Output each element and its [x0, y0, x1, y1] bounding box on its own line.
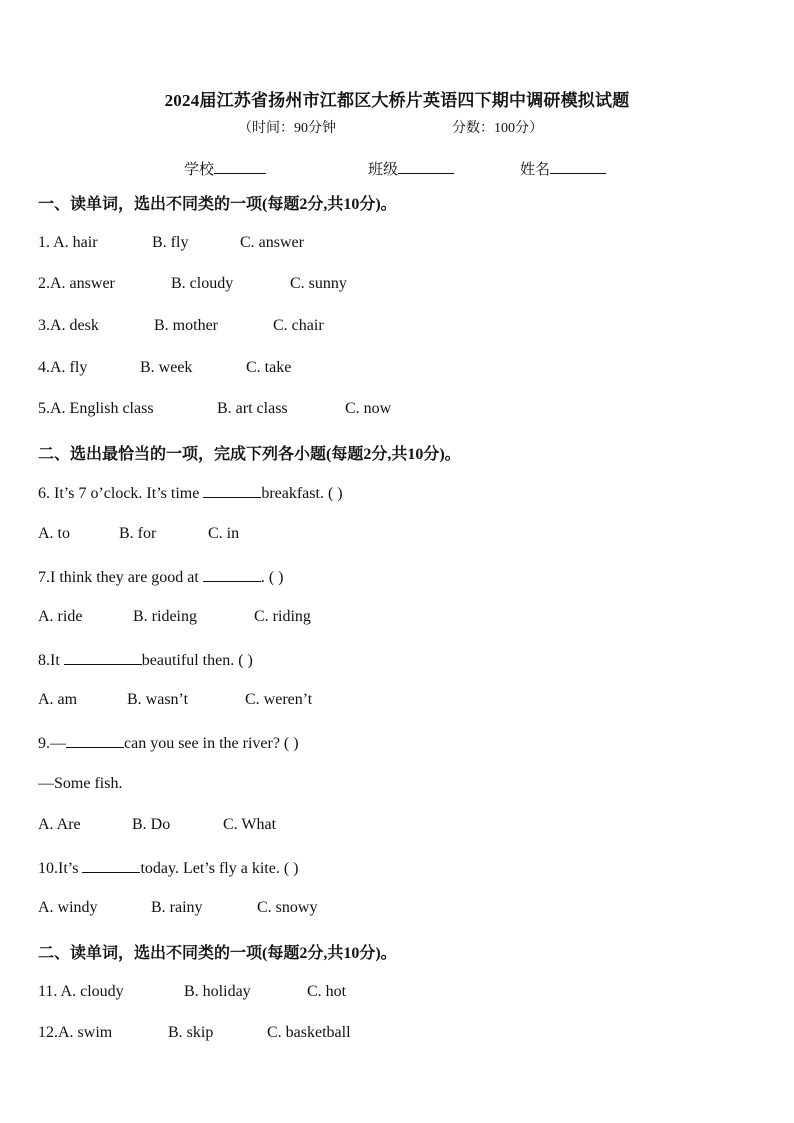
option-c: C. riding	[254, 608, 311, 625]
option-c: C. take	[246, 359, 292, 376]
question-text-end: today. Let’s fly a kite. ( )	[140, 860, 299, 877]
option-a: A. English class	[50, 400, 154, 417]
option-c: C. basketball	[267, 1024, 351, 1041]
option-b: B. mother	[154, 317, 218, 334]
name-blank[interactable]	[550, 159, 606, 174]
question-number: 4.	[38, 359, 50, 376]
option-a: A. swim	[58, 1024, 113, 1041]
option-a: A. am	[38, 691, 78, 708]
exam-time: （时间：90分钟	[238, 121, 336, 136]
question-9	[38, 733, 299, 753]
option-b: B. Do	[132, 816, 171, 833]
name-field	[520, 158, 606, 179]
question-number: 11.	[38, 983, 61, 1000]
option-b: B. rideing	[133, 608, 197, 625]
option-b: B. cloudy	[171, 275, 234, 292]
option-a: A. fly	[50, 359, 88, 376]
question-6	[38, 483, 343, 503]
page-title: 2024届江苏省扬州市江都区大桥片英语四下期中调研模拟试题	[164, 91, 630, 110]
option-a: A. cloudy	[60, 983, 124, 1000]
exam-score: 分数：100分）	[452, 121, 543, 136]
class-blank[interactable]	[398, 159, 454, 174]
school-label: 学校	[184, 162, 215, 178]
question-8	[38, 650, 253, 670]
option-c: C. snowy	[257, 899, 318, 916]
option-b: B. art class	[217, 400, 288, 417]
section-heading-3: 二、读单词，选出不同类的一项(每题2分,共10分)。	[38, 945, 397, 962]
option-a: A. answer	[50, 275, 115, 292]
option-b: B. fly	[152, 234, 189, 251]
name-label: 姓名	[520, 162, 551, 178]
question-text: 10.It’s	[38, 860, 83, 877]
section-heading-1: 一、读单词，选出不同类的一项(每题2分,共10分)。	[38, 196, 397, 213]
question-9-answer: —Some fish.	[38, 775, 123, 792]
option-b: B. for	[119, 525, 157, 542]
question-10	[38, 858, 298, 878]
question-text: 7.I think they are good at	[38, 569, 203, 586]
question-text-end: can you see in the river? ( )	[124, 735, 299, 752]
option-c: C. What	[223, 816, 277, 833]
option-a: A. desk	[50, 317, 99, 334]
class-label: 班级	[368, 162, 399, 178]
question-number: 12.	[38, 1024, 58, 1041]
option-a: A. hair	[53, 234, 98, 251]
option-a: A. to	[38, 525, 70, 542]
option-a: A. windy	[38, 899, 98, 916]
question-text: 9.—	[38, 735, 66, 752]
question-text-end: breakfast. ( )	[261, 485, 343, 502]
option-b: B. rainy	[151, 899, 203, 916]
question-text: 8.It	[38, 652, 64, 669]
question-7	[38, 567, 284, 587]
question-number: 1.	[38, 234, 54, 251]
answer-blank[interactable]	[66, 733, 124, 748]
option-b: B. wasn’t	[127, 691, 189, 708]
question-number: 5.	[38, 400, 50, 417]
answer-blank[interactable]	[203, 567, 261, 582]
question-number: 3.	[38, 317, 50, 334]
option-c: C. answer	[240, 234, 304, 251]
school-field	[184, 158, 266, 179]
school-blank[interactable]	[214, 159, 266, 174]
section-heading-2: 二、选出最恰当的一项，完成下列各小题(每题2分,共10分)。	[38, 446, 461, 463]
option-a: A. ride	[38, 608, 83, 625]
option-c: C. sunny	[290, 275, 347, 292]
option-c: C. chair	[273, 317, 324, 334]
question-text-end: beautiful then. ( )	[141, 652, 253, 669]
answer-blank[interactable]	[203, 483, 261, 498]
question-number: 2.	[38, 275, 50, 292]
option-c: C. weren’t	[245, 691, 313, 708]
class-field	[368, 158, 454, 179]
option-c: C. hot	[307, 983, 347, 1000]
option-c: C. in	[208, 525, 240, 542]
option-b: B. skip	[168, 1024, 214, 1041]
option-a: A. Are	[38, 816, 81, 833]
option-c: C. now	[345, 400, 392, 417]
answer-blank[interactable]	[64, 650, 142, 665]
option-b: B. holiday	[184, 983, 251, 1000]
option-b: B. week	[140, 359, 193, 376]
answer-blank[interactable]	[82, 858, 140, 873]
question-text-end: . ( )	[260, 569, 284, 586]
question-text: 6. It’s 7 o’clock. It’s time	[38, 485, 204, 502]
